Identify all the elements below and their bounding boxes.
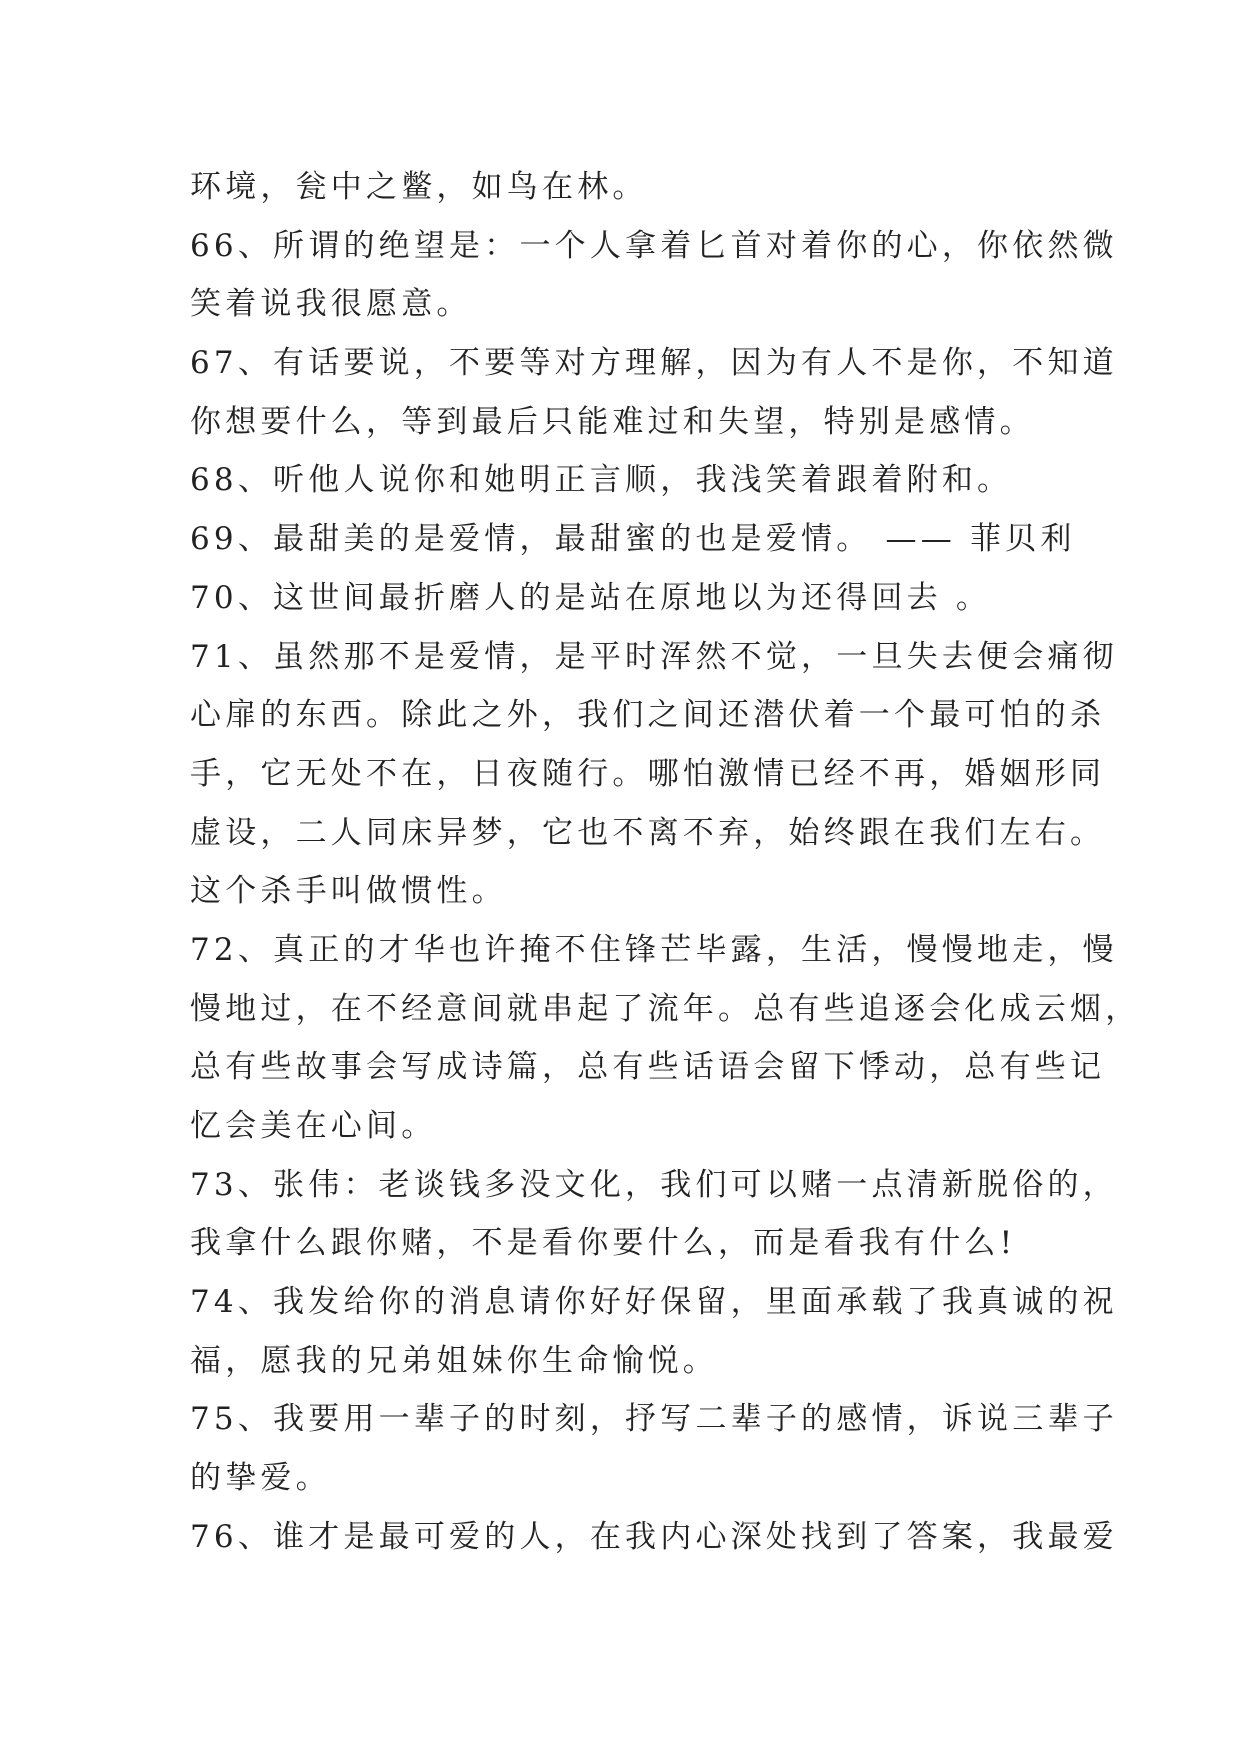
text-line: 心扉的东西。除此之外，我们之间还潜伏着一个最可怕的杀	[190, 697, 1106, 734]
text-line: 福，愿我的兄弟姐妹你生命愉悦。	[190, 1342, 718, 1379]
text-line: 笑着说我很愿意。	[190, 286, 472, 323]
text-line: 你想要什么，等到最后只能难过和失望，特别是感情。	[190, 403, 1035, 440]
text-line: 71、虽然那不是爱情，是平时浑然不觉，一旦失去便会痛彻	[190, 638, 1118, 675]
text-line: 慢地过，在不经意间就串起了流年。总有些追逐会化成云烟，	[190, 990, 1141, 1027]
text-line: 虚设，二人同床异梦，它也不离不弃，始终跟在我们左右。	[190, 814, 1106, 851]
text-line: 66、所谓的绝望是：一个人拿着匕首对着你的心，你依然微	[190, 227, 1118, 264]
text-line: 环境，瓮中之鳖，如鸟在林。	[190, 169, 648, 205]
text-body	[190, 158, 1141, 1567]
text-line: 忆会美在心间。	[190, 1108, 437, 1144]
text-line: 67、有话要说，不要等对方理解，因为有人不是你，不知道	[190, 345, 1118, 382]
text-line: 我拿什么跟你赌，不是看你要什么，而是看我有什么!	[190, 1225, 1017, 1262]
text-line: 总有些故事会写成诗篇，总有些话语会留下悸动，总有些记	[190, 1049, 1106, 1086]
text-line: 70、这世间最折磨人的是站在原地以为还得回去 。	[190, 579, 992, 616]
text-line: 73、张伟：老谈钱多没文化，我们可以赌一点清新脱俗的，	[190, 1166, 1118, 1203]
text-line: 68、听他人说你和她明正言顺，我浅笑着跟着附和。	[190, 462, 1013, 499]
text-line: 76、谁才是最可爱的人，在我内心深处找到了答案，我最爱	[190, 1518, 1118, 1555]
text-line: 手，它无处不在，日夜随行。哪怕激情已经不再，婚姻形同	[190, 755, 1106, 792]
text-line: 这个杀手叫做惯性。	[190, 873, 507, 910]
text-line: 74、我发给你的消息请你好好保留，里面承载了我真诚的祝	[190, 1284, 1118, 1321]
text-line: 75、我要用一辈子的时刻，抒写二辈子的感情，诉说三辈子	[190, 1401, 1118, 1438]
text-line: 72、真正的才华也许掩不住锋芒毕露，生活，慢慢地走，慢	[190, 931, 1118, 968]
text-line: 的挚爱。	[190, 1460, 331, 1497]
text-line: 69、最甜美的是爱情，最甜蜜的也是爱情。 —— 菲贝利	[190, 521, 1076, 558]
